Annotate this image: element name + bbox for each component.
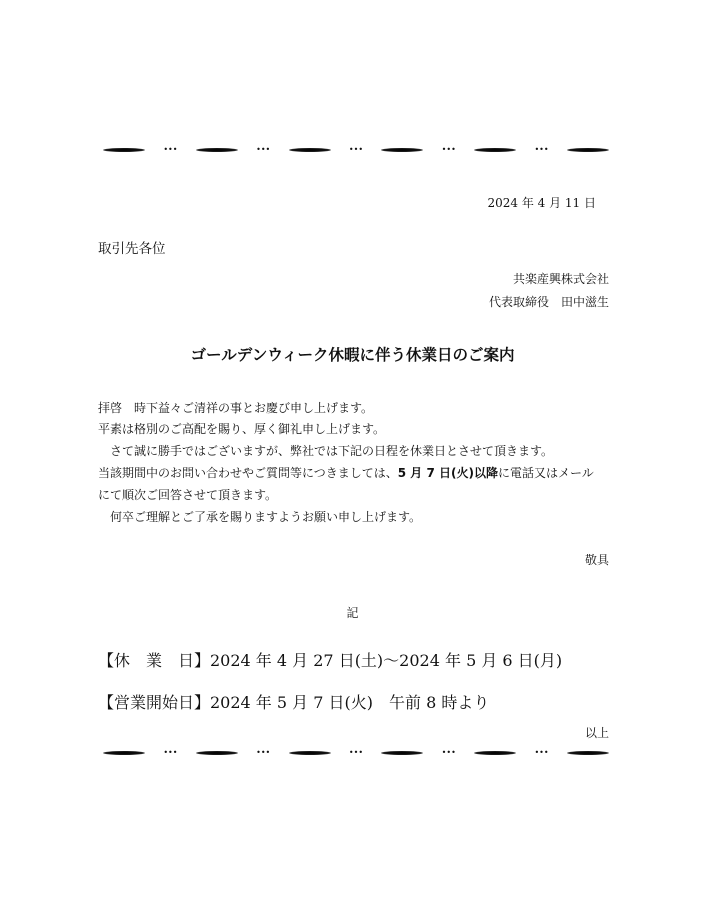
body-line bbox=[98, 463, 618, 483]
sender-company: 共楽産興株式会社 bbox=[512, 272, 609, 286]
body-line-text: 当該期間中のお問い合わせやご質問等につきましては、 bbox=[98, 466, 398, 480]
divider-dots: ••• bbox=[348, 748, 364, 757]
divider-dots: ••• bbox=[534, 145, 549, 154]
bottom-divider bbox=[103, 748, 609, 758]
divider-dash bbox=[196, 148, 238, 152]
closed-period: 【休 業 日】2024 年 4 月 27 日(土)～2024 年 5 月 6 日(月) bbox=[98, 651, 563, 670]
divider-dash bbox=[474, 751, 516, 755]
body-line: 拝啓 時下益々ご清祥の事とお慶び申し上げます。 bbox=[98, 401, 374, 415]
divider-dots: ••• bbox=[348, 145, 364, 154]
letter-date: 2024 年 4 月 11 日 bbox=[487, 196, 596, 210]
letter-title: ゴールデンウィーク休暇に伴う休業日のご案内 bbox=[190, 346, 515, 364]
closing-keigu: 敬具 bbox=[584, 553, 609, 567]
divider-dash bbox=[289, 148, 331, 152]
divider-dash bbox=[196, 751, 238, 755]
body-line: にて順次ご回答させて頂きます。 bbox=[98, 488, 278, 502]
divider-dots: ••• bbox=[441, 145, 456, 154]
divider-dash bbox=[103, 751, 145, 755]
body-line: さて誠に勝手ではございますが、弊社では下記の日程を休業日とさせて頂きます。 bbox=[98, 444, 554, 458]
divider-dots: ••• bbox=[441, 748, 456, 757]
divider-dash bbox=[474, 148, 516, 152]
divider-dash bbox=[567, 751, 609, 755]
divider-dots: ••• bbox=[256, 748, 271, 757]
divider-dots: ••• bbox=[163, 145, 178, 154]
top-divider bbox=[103, 145, 609, 155]
body-line: 平素は格別のご高配を賜り、厚く御礼申し上げます。 bbox=[98, 422, 386, 436]
divider-dash bbox=[289, 751, 331, 755]
reopen-date: 【営業開始日】2024 年 5 月 7 日(火) 午前 8 時より bbox=[98, 693, 490, 712]
resume-date-highlight: 5 月 7 日(火)以降 bbox=[397, 466, 498, 480]
body-line: 何卒ご理解とご了承を賜りますようお願い申し上げます。 bbox=[98, 510, 422, 524]
divider-dots: ••• bbox=[163, 748, 178, 757]
divider-dots: ••• bbox=[534, 748, 549, 757]
end-mark: 以上 bbox=[584, 726, 609, 740]
divider-dash bbox=[567, 148, 609, 152]
sender-representative: 代表取締役 田中滋生 bbox=[488, 295, 609, 309]
ki-heading: 記 bbox=[346, 606, 359, 620]
body-line-text: に電話又はメール bbox=[497, 466, 594, 480]
divider-dash bbox=[103, 148, 145, 152]
divider-dash bbox=[381, 751, 423, 755]
divider-dash bbox=[381, 148, 423, 152]
recipient: 取引先各位 bbox=[98, 241, 166, 257]
divider-dots: ••• bbox=[256, 145, 271, 154]
